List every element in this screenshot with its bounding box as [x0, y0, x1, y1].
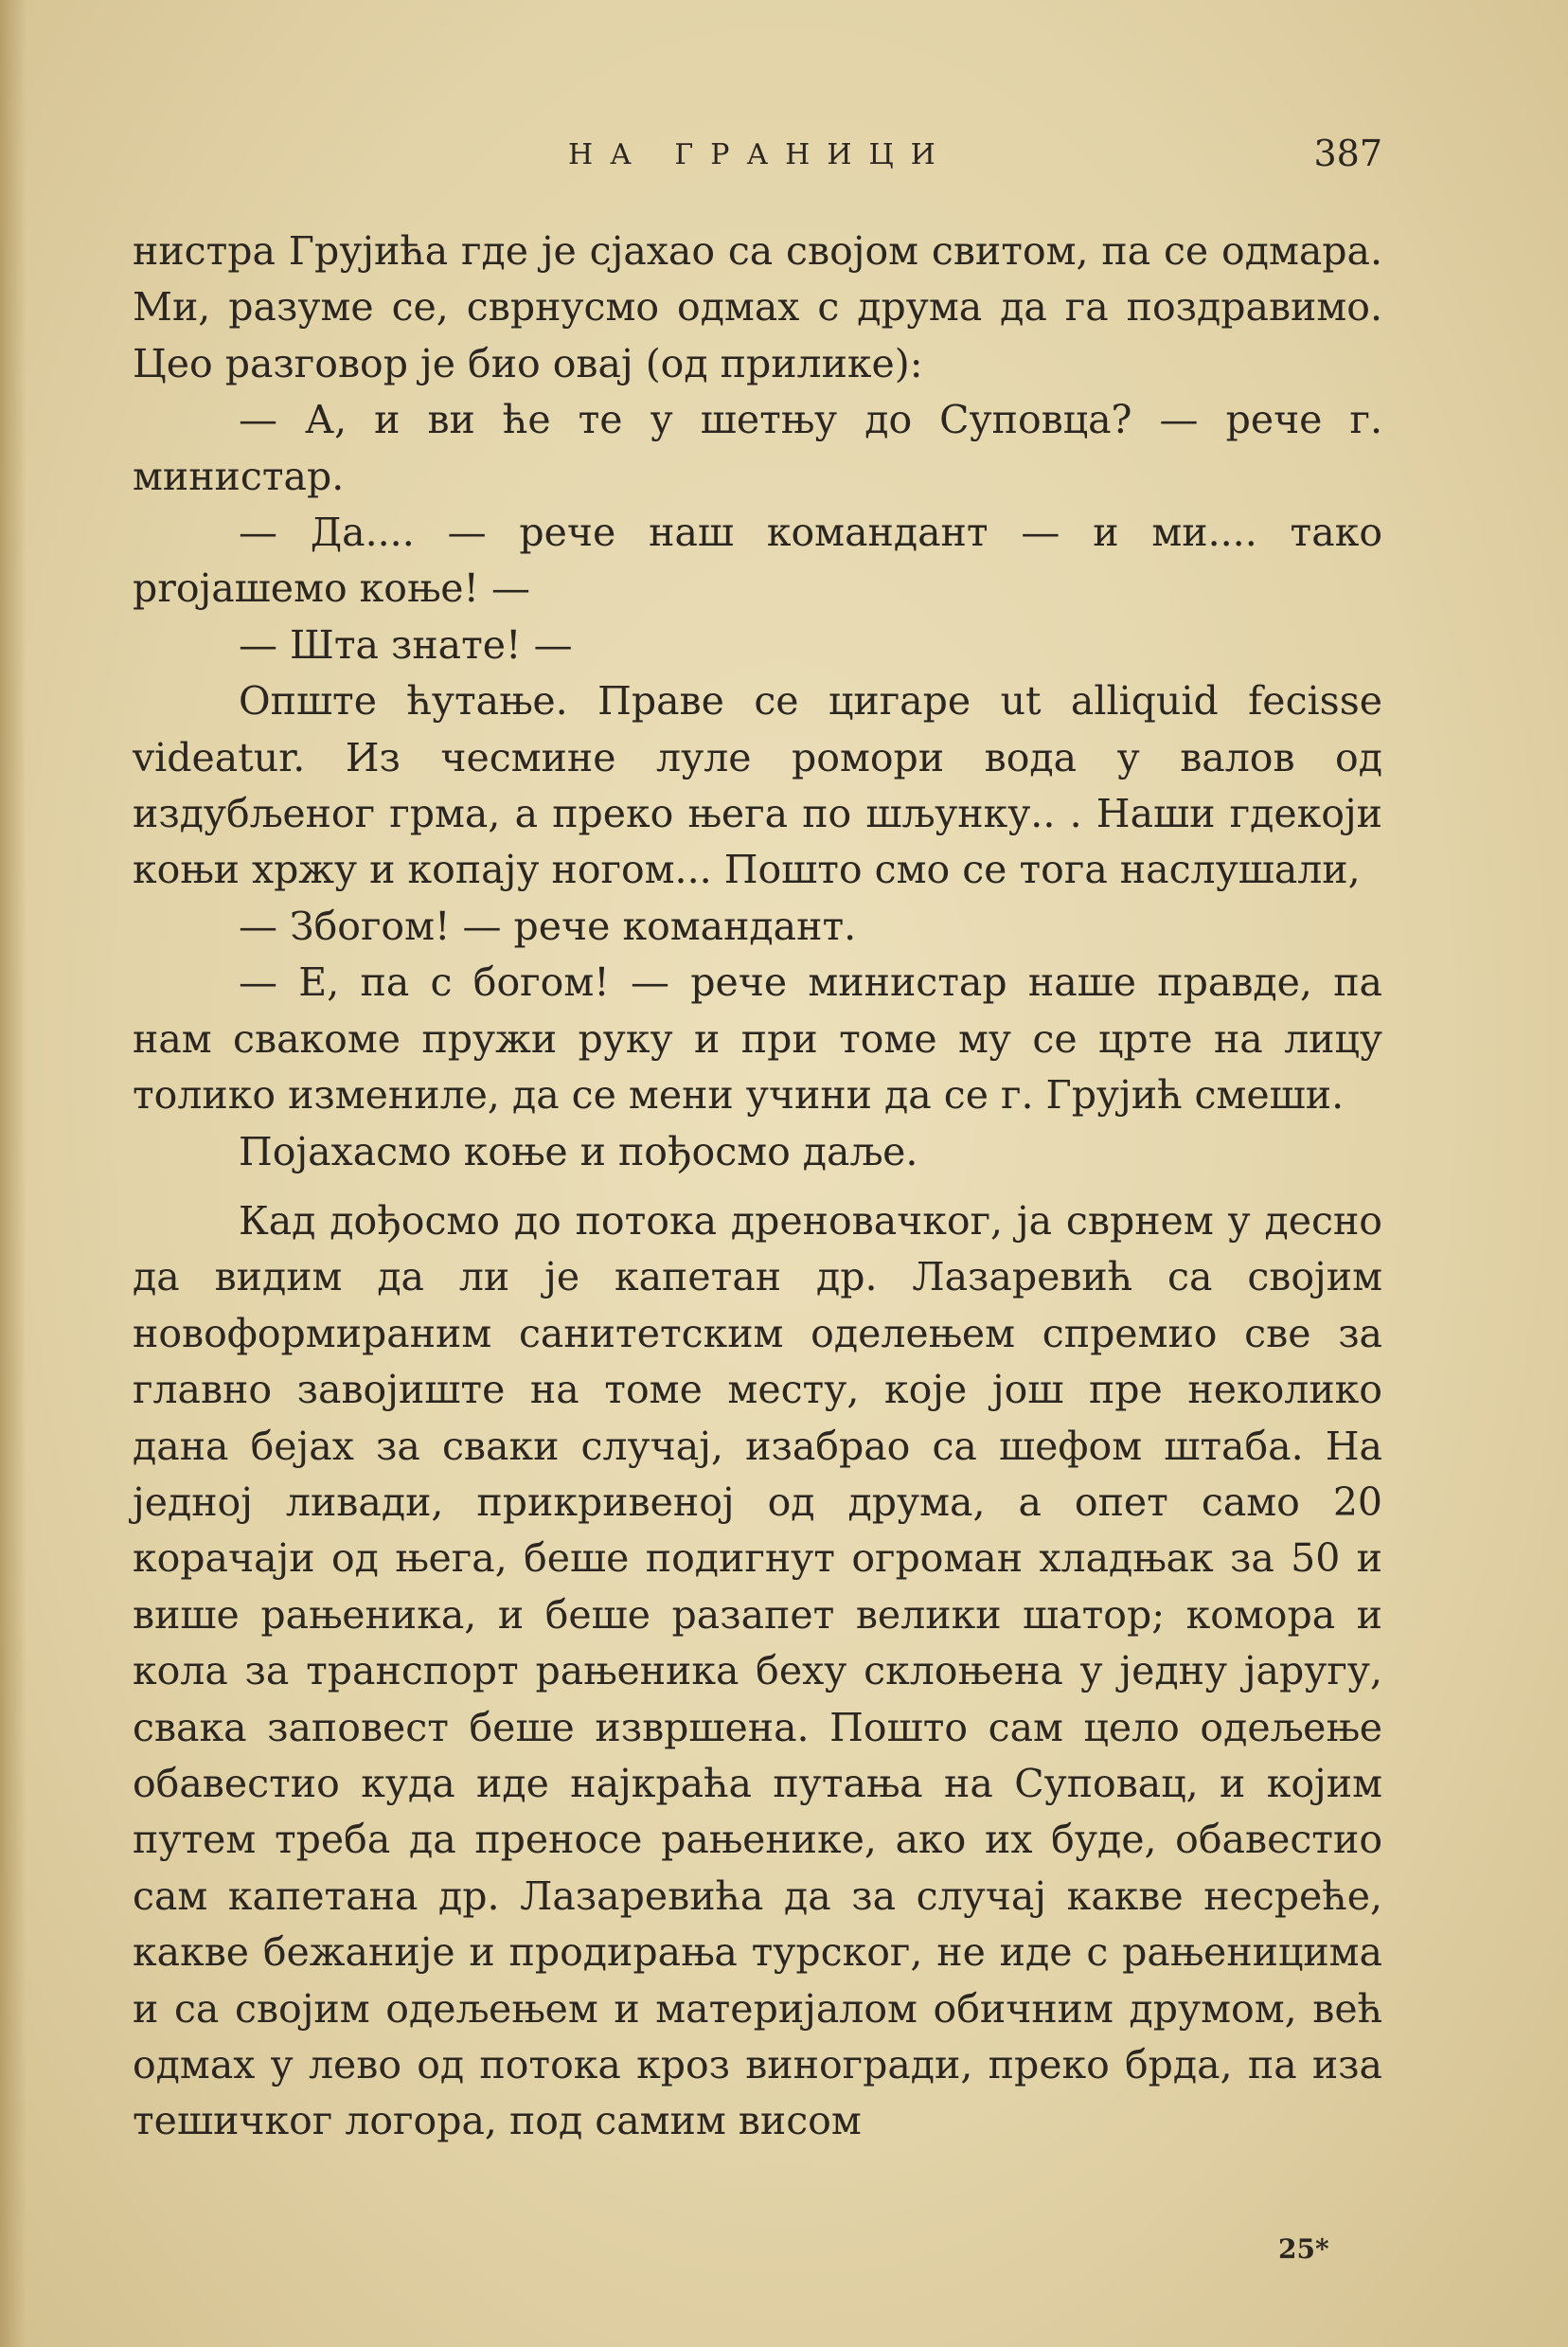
paragraph: — Да.... — рече наш командант — и ми.... тако projашемо коње! — [133, 510, 1382, 612]
page-number: 387 [1313, 133, 1382, 174]
running-title: НА ГРАНИЦИ [568, 138, 953, 171]
body-text [133, 224, 1382, 2150]
paragraph: — А, и ви ће те у шетњу до Суповца? — рече г. министар. [133, 397, 1382, 499]
paragraph: Појахасмо коње и пођосмо даље. [239, 1128, 918, 1174]
page-header [133, 133, 1382, 189]
paragraph: Опште ћутање. Праве се цигаре ut alliquid fecisse videatur. Из чесмине луле ромори вода у валов од издубљеног грма, а преко њега по шљунку.. . Наши гдекоји коњи хржу и копају ногом... Пошто смо се тога наслушали, [133, 678, 1382, 893]
page-edge-shadow [0, 0, 27, 2347]
paragraph: — Шта знате! — [239, 621, 573, 668]
paragraph: нистра Грујића где је сјахао са својом свитом, па се одмара. Ми, разуме се, сврнусмо одмах с друма да га поздравимо. Цео разговор је био овај (од прилике): [133, 228, 1382, 386]
signature-mark: 25* [1278, 2233, 1329, 2265]
paragraph: Кад дођосмо до потока дреновачког, ја сврнем у десно да видим да ли је капетан др. Лазаревић са својим новоформираним санитетским оделењем спремио све за главно завојиште на томе месту, које још пре неколико дана бејах за сваки случај, изабрао са шефом штаба. На једној ливади, прикривеној од друма, а опет само 20 корачаји од њега, беше подигнут огроман хладњак за 50 и више рањеника, и беше разапет велики шатор; комора и кола за транспорт рањеника беху склоњена у једну јаругу, свака заповест беше извршена. Пошто сам цело одељење обавестио куда иде најкраћа путања на Суповац, и којим путем треба да преносе рањенике, ако их буде, обавестио сам капетана др. Лазаревића да за случај какве несреће, какве бежаније и продирања турског, не иде с рањеницима и са својим одељењем и материјалом обичним друмом, већ одмах у лево од потока кроз виногради, преко брда, па иза тешичког логора, под самим висом [133, 1197, 1382, 2144]
paragraph: — Е, па с богом! — рече министар наше правде, па нам свакоме пружи руку и при томе му се црте на лицу толико измениле, да се мени учини да се г. Грујић смеши. [133, 959, 1382, 1119]
paragraph: — Збогом! — рече командант. [239, 903, 857, 949]
